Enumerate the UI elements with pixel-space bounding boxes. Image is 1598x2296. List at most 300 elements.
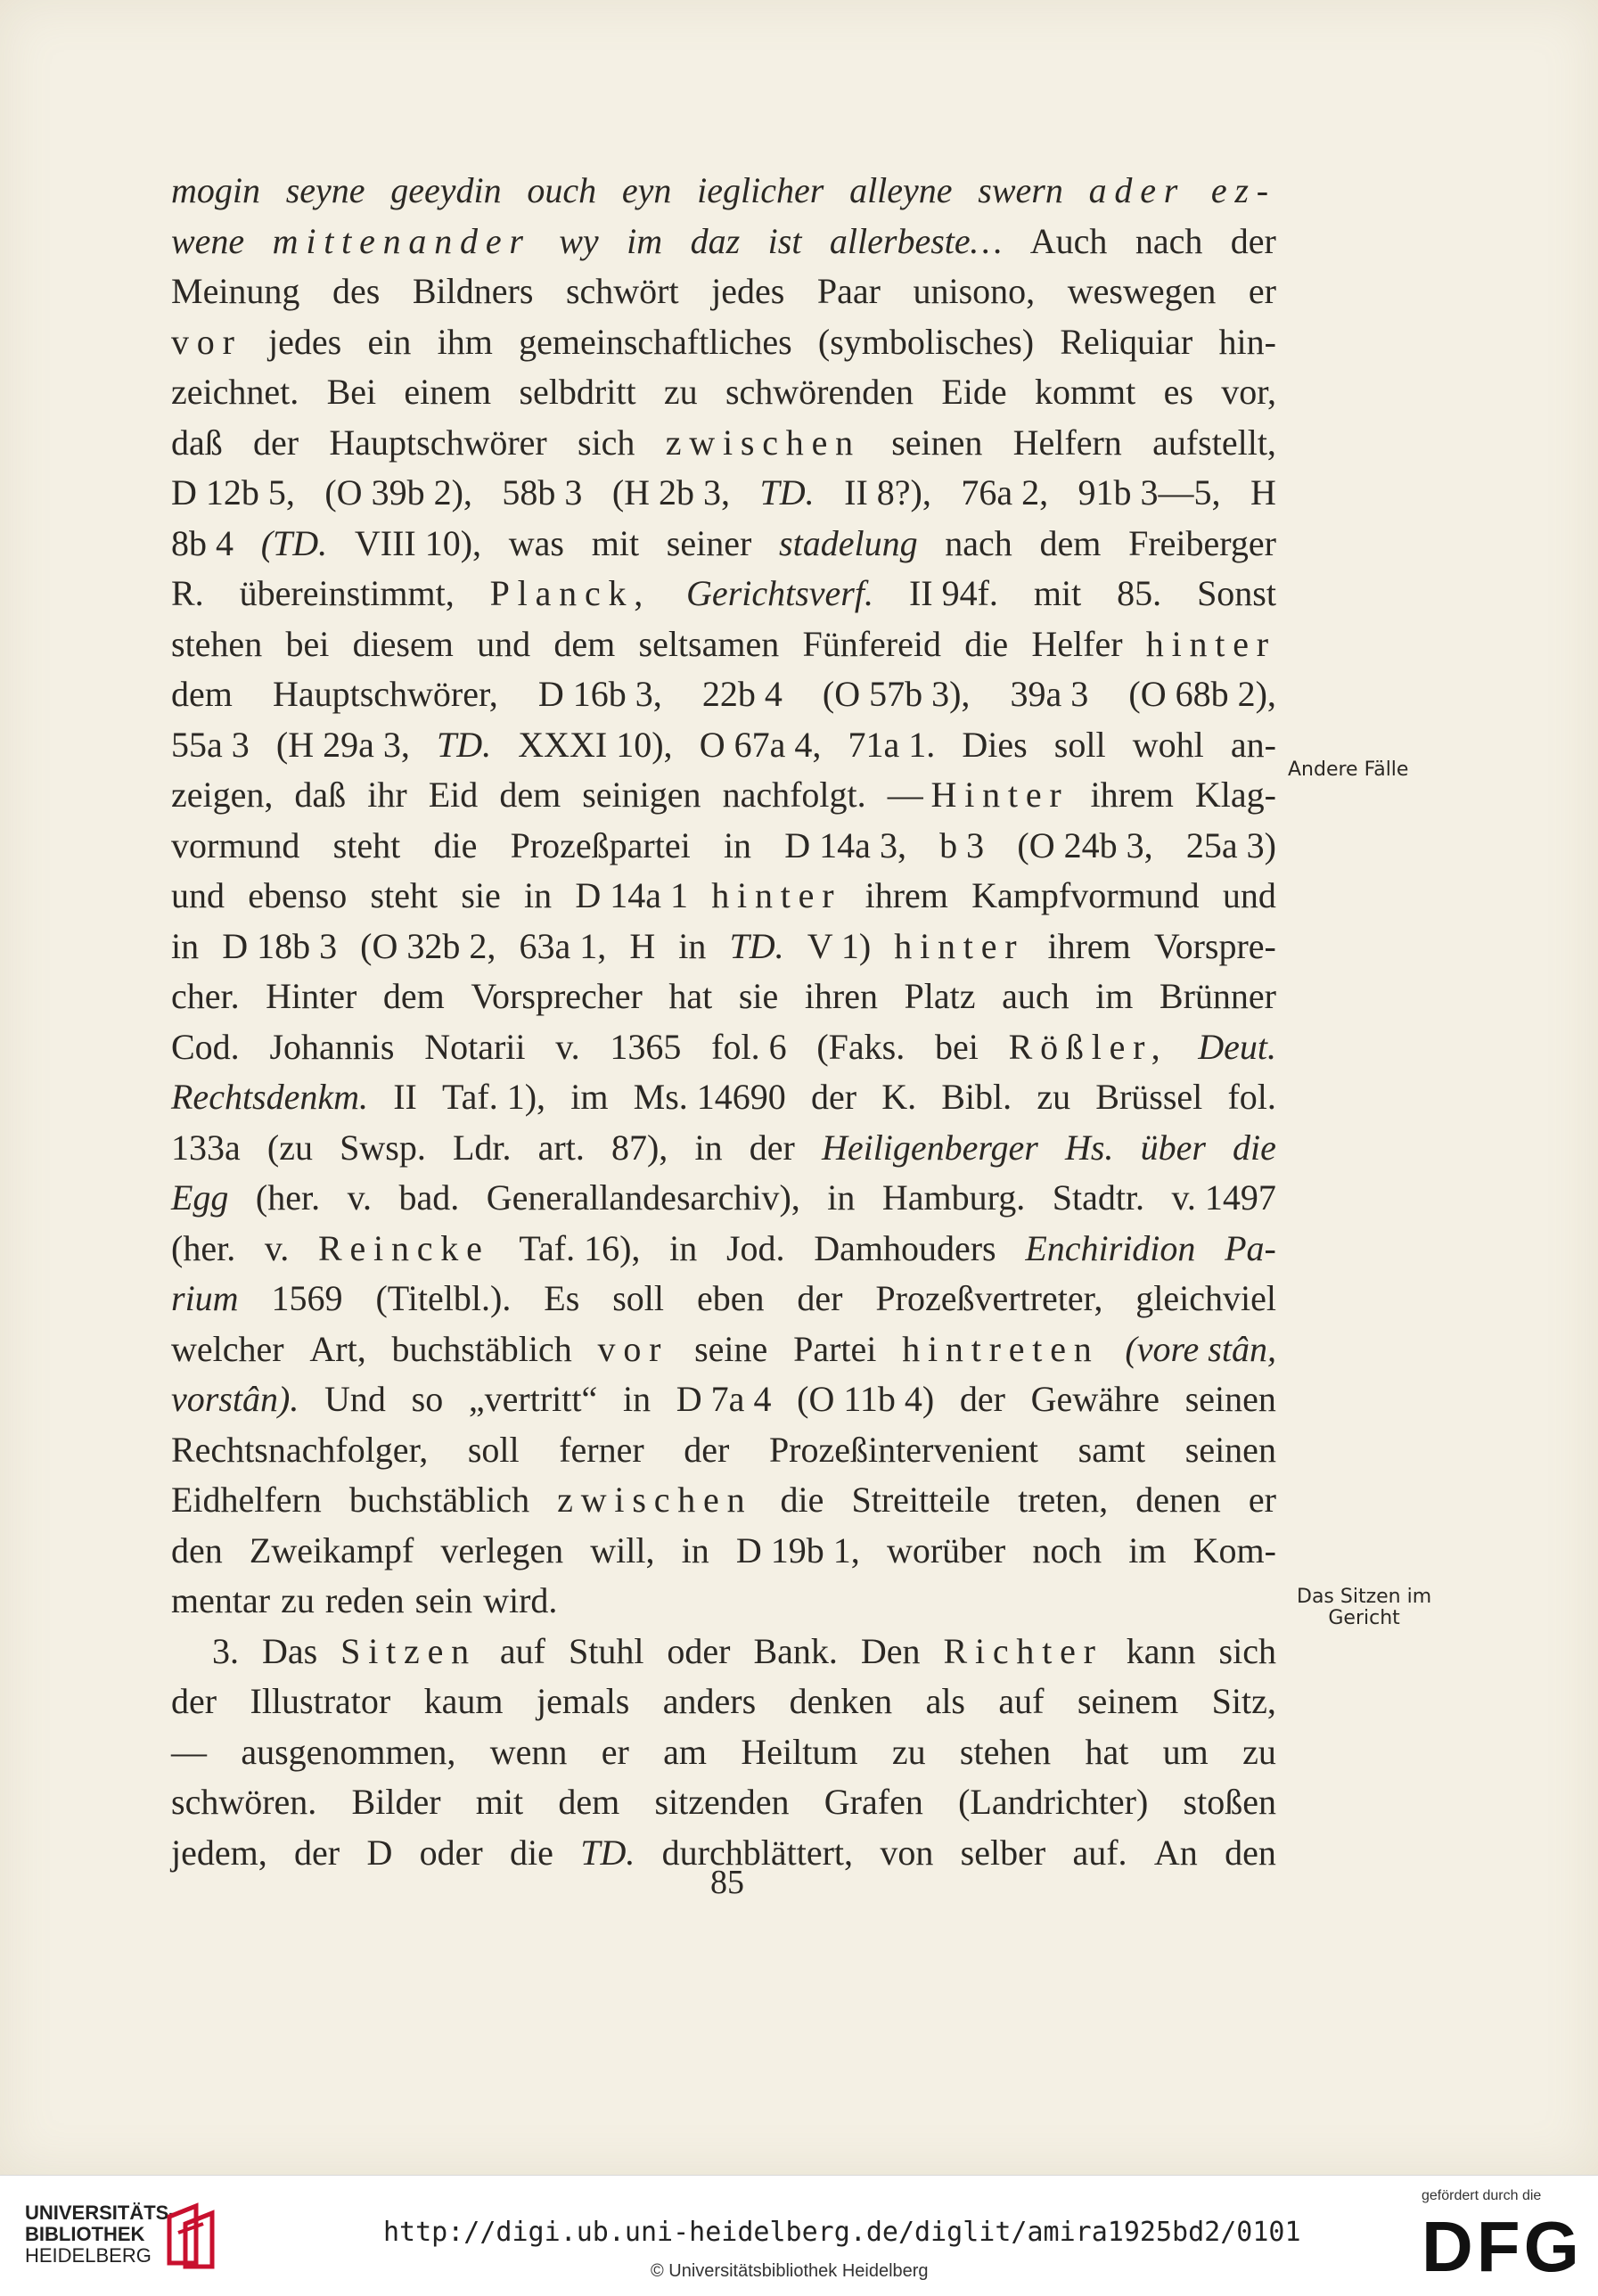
word: verlegen [440,1529,564,1570]
word: D 16b 3, [537,674,662,714]
word: 8b 4 [171,522,234,563]
word: Meinung [171,271,300,311]
text-line [171,1475,1276,1526]
word: 91b 3—5, [1078,472,1221,512]
word: 25a 3) [1185,824,1276,865]
word: TD. [436,724,492,765]
word: (vore stân, [1125,1328,1276,1369]
library-logo-icon[interactable] [160,2199,223,2270]
word: hinter [1145,623,1276,664]
word: D 19b 1, [735,1529,860,1570]
word: Prozeßvertreter, [875,1278,1103,1318]
word: (H 2b 3, [611,472,731,512]
word: bad. [398,1177,460,1218]
word: D [366,1832,393,1873]
text-line [171,669,1276,720]
text-line [171,166,1276,217]
word: als [925,1681,965,1721]
word: mit [475,1782,524,1822]
word: stadelung [779,522,918,563]
marginal-note-sitzen [1297,1587,1431,1629]
word: der [959,1379,1005,1419]
word: XXXI 10), [518,724,673,765]
word: ebenso [248,875,348,915]
word: wird. [483,1580,558,1620]
word: 76a 2, [961,472,1049,512]
word: mogin [171,170,260,210]
word: Klag- [1194,775,1276,815]
word: soll [467,1429,520,1470]
word: sich [1218,1630,1276,1671]
word: (O 11b 4) [797,1379,935,1419]
word: auch [1002,976,1069,1016]
word: kommt [1034,372,1136,412]
word: der [1230,220,1276,261]
word: TD. [759,472,815,512]
word: nachfolgt. [722,775,866,815]
word: Prozeßintervenient [768,1429,1039,1470]
word: Auch [1029,220,1108,261]
word: sein [414,1580,473,1620]
text-line [171,972,1276,1022]
word: Cod. [171,1026,240,1067]
word: hat [668,976,713,1016]
word: 63a 1, [519,925,607,966]
text-line [171,367,1276,418]
word: in [524,875,553,915]
word: steht [332,824,401,865]
word: (her. [255,1177,321,1218]
word: buchstäblich [391,1328,572,1369]
word: Bank. [753,1630,838,1671]
word: wenn [489,1731,568,1772]
word: seinem [1077,1681,1179,1721]
word: gleichviel [1135,1278,1276,1318]
word: seinigen [582,775,701,815]
word: swern [978,170,1063,210]
viewer-footer [0,2175,1598,2296]
word: seinen [1184,1379,1276,1419]
text-line [171,1173,1276,1224]
word: seltsamen [638,623,780,664]
word: Heiligenberger [821,1127,1038,1168]
text-line [171,1123,1276,1174]
word: mit [1033,573,1082,613]
word: Das [261,1630,318,1671]
word: in [681,1529,709,1570]
word: dem [382,976,445,1016]
word: v. 1497 [1171,1177,1276,1218]
word: O 67a 4, [699,724,822,765]
word: Kampfvormund [971,875,1200,915]
word: ferner [559,1429,644,1470]
word: im [570,1077,609,1117]
word: daz [690,220,741,261]
word: allerbeste… [829,220,1003,261]
word: hat [1085,1731,1129,1772]
word: was [508,522,564,563]
word: kaum [423,1681,504,1721]
word: im [1095,976,1134,1016]
word: der [684,1429,730,1470]
word: denken [789,1681,893,1721]
word: und [1222,875,1276,915]
text-line [171,1627,1276,1677]
word: ausgenommen, [241,1731,456,1772]
word: Brüssel [1095,1077,1203,1117]
word: die [1233,1127,1276,1168]
word: Partei [793,1328,877,1369]
word: seinen [1184,1429,1276,1470]
word: seyne [285,170,365,210]
word: seinen [891,422,983,463]
word: Streitteile [851,1480,990,1520]
word: an- [1230,724,1276,765]
word: Helfern [1012,422,1122,463]
word: vormund [171,824,300,865]
word: Illustrator [250,1681,391,1721]
permalink[interactable]: http://digi.ub.uni-heidelberg.de/diglit/amira1925bd2/0101 [383,2217,1301,2248]
text-line [171,871,1276,922]
word: Heiltum [741,1731,858,1772]
word: Und [324,1379,386,1419]
marginal-note-text: Gericht [1328,1607,1400,1629]
word: ihrem [1047,925,1131,966]
word: zu [1037,1077,1071,1117]
word: weswegen [1067,271,1217,311]
word: (H 29a 3, [275,724,410,765]
word: rium [171,1278,239,1318]
word: ihren [804,976,878,1016]
text-line [171,519,1276,570]
word: die [433,824,478,865]
word: der [294,1832,340,1873]
word: vorstân). [171,1379,299,1419]
word: Es [544,1278,580,1318]
word: Vorsprecher [471,976,643,1016]
word: mentar [171,1580,271,1620]
word: zwischen [665,422,861,463]
word: (zu [266,1127,313,1168]
word: aufstellt, [1152,422,1276,463]
page-number: 85 [710,1864,744,1901]
word: Hauptschwörer [329,422,547,463]
word: im [627,220,663,261]
word: — [171,1731,207,1772]
word: vor, [1221,372,1276,412]
word: „vertritt“ [468,1379,598,1419]
text-line [171,821,1276,872]
text-line [171,317,1276,368]
word: Johannis [269,1026,395,1067]
word: die [780,1480,824,1520]
word: stehen [959,1731,1052,1772]
word: ihrem [1090,775,1174,815]
word: zeichnet. [171,372,299,412]
word: mittenander [272,220,531,261]
word: und [171,875,225,915]
word: vor [171,321,242,362]
word: der [810,1077,857,1117]
word: und [477,623,531,664]
word: durchblättert, [661,1832,854,1873]
body-text [171,166,1276,1878]
word: auf [499,1630,545,1671]
word: zu [1242,1731,1276,1772]
word: in [723,824,752,865]
text-line [171,720,1276,771]
word: TD. [580,1832,635,1873]
word: 3. [212,1630,239,1671]
word: 22b 4 [701,674,783,714]
word: reden [324,1580,405,1620]
text-line [171,922,1276,972]
word: (Faks. [816,1026,906,1067]
word: —Hinter [887,775,1069,815]
word: jedes [711,271,785,311]
word: Hinter [266,976,357,1016]
word: oder [667,1630,731,1671]
word: b 3 [939,824,985,865]
text-line [171,1324,1276,1375]
word: gemeinschaftliches [519,321,792,362]
word: K. [881,1077,917,1117]
word: Taf. 1), [442,1077,546,1117]
word: Fünfereid [802,623,941,664]
text-line [171,1677,1276,1727]
word: Hauptschwörer, [272,674,498,714]
word: der [749,1127,795,1168]
word: geeydin [390,170,502,210]
word: (O 24b 3, [1017,824,1153,865]
word: Kom- [1192,1529,1276,1570]
word: Helfer [1031,623,1123,664]
text-line [171,1576,1276,1627]
word: vor [597,1328,669,1369]
word: eyn [621,170,672,210]
word: Zweikampf [249,1529,414,1570]
word: auf. [1072,1832,1127,1873]
word: V 1) [807,925,872,966]
library-name-line: BIBLIOTHEK [25,2223,145,2245]
text-line [171,1727,1276,1778]
word: Eidhelfern [171,1480,322,1520]
text-line [171,418,1276,469]
word: Bei [326,372,377,412]
word: Taf. 16), [519,1227,641,1268]
word: jedes [268,321,342,362]
word: Sitzen [340,1630,477,1671]
word: über [1140,1127,1206,1168]
word: fol. 6 [711,1026,787,1067]
word: soll [1053,724,1106,765]
word: sitzenden [654,1782,790,1822]
word: dem [171,674,233,714]
word: treten, [1018,1480,1109,1520]
word: 58b 3 [502,472,583,512]
word: der [797,1278,843,1318]
text-line [171,468,1276,519]
word: Art, [309,1328,366,1369]
word: der [171,1681,217,1721]
word: in [171,925,200,966]
word: jedem, [171,1832,267,1873]
word: hinter [711,875,842,915]
word: sie [738,976,779,1016]
word: daß [171,422,223,463]
word: H [1250,472,1276,512]
text-line [171,770,1276,821]
word: sie [461,875,501,915]
word: Grafen [824,1782,923,1822]
word: (O 32b 2, [360,925,496,966]
word: zwischen [557,1480,753,1520]
word: Generallandesarchiv), [486,1177,800,1218]
word: anders [662,1681,757,1721]
word: Paar [816,271,881,311]
word: ist [767,220,802,261]
word: Freiberger [1128,522,1276,563]
text-line [171,569,1276,619]
word: der [253,422,299,463]
funder-label: gefördert durch die [1422,2188,1542,2203]
word: Rößler, [1008,1026,1168,1067]
word: D 7a 4 [676,1379,772,1419]
copyright-notice: © Universitätsbibliothek Heidelberg [651,2261,929,2281]
word: D 14a 1 [575,875,688,915]
word: Damhouders [814,1227,996,1268]
word: zu [663,372,698,412]
word: Eid [428,775,479,815]
word: den [171,1529,223,1570]
dfg-logo[interactable]: DFG [1422,2207,1583,2286]
word: übereinstimmt, [239,573,455,613]
word: jemals [536,1681,630,1721]
word: seine [694,1328,768,1369]
word: eben [696,1278,765,1318]
word: ouch [527,170,597,210]
word: H [629,925,656,966]
word: ader [1088,170,1186,210]
word: D 14a 3, [784,824,906,865]
word: wy [559,220,599,261]
word: Stuhl [568,1630,644,1671]
word: (O 39b 2), [324,472,472,512]
word: so [411,1379,444,1419]
word: um [1162,1731,1209,1772]
word: (TD. [260,522,328,563]
word: steht [370,875,438,915]
word: cher. [171,976,240,1016]
word: seiner [666,522,752,563]
word: dem [499,775,561,815]
library-name-line: UNIVERSITÄTS- [25,2202,176,2224]
word: er [1248,271,1276,311]
word: kann [1126,1630,1196,1671]
word: zu [281,1580,315,1620]
word: diesem [352,623,454,664]
word: buchstäblich [348,1480,530,1520]
text-line [171,1425,1276,1476]
word: stoßen [1183,1782,1276,1822]
word: v. [347,1177,372,1218]
word: Jod. [725,1227,785,1268]
word: 85. [1117,573,1162,613]
text-line [171,1022,1276,1073]
word: selber [960,1832,1046,1873]
word: 71a 1. [848,724,936,765]
word: die [964,623,1009,664]
word: dem [1039,522,1102,563]
text-line [171,1374,1276,1425]
word: ieglicher [697,170,824,210]
word: zeigen, [171,775,274,815]
word: ihm [437,321,493,362]
text-line [171,217,1276,267]
word: Dies [962,724,1028,765]
word: am [663,1731,708,1772]
word: bei [285,623,330,664]
word: Richter [943,1630,1103,1671]
word: Gerichtsverf. [686,573,873,613]
word: worüber [886,1529,1006,1570]
word: TD. [729,925,784,966]
word: (Landrichter) [958,1782,1149,1822]
word: Rechtsdenkm. [171,1077,369,1117]
word: noch [1032,1529,1102,1570]
word: Ms. 14690 [633,1077,786,1117]
word: Hamburg. [881,1177,1026,1218]
word: 1569 [271,1278,343,1318]
marginal-note-text: Andere Fälle [1288,758,1409,781]
word: auf [998,1681,1045,1721]
word: 87), [611,1127,668,1168]
word: schwörenden [725,372,914,412]
word: nach [1135,220,1203,261]
word: welcher [171,1328,284,1369]
word: Reincke [318,1227,490,1268]
word: hinter [894,925,1025,966]
word: er [1248,1480,1276,1520]
word: Prozeßpartei [510,824,691,865]
word: daß [294,775,347,815]
word: er [601,1731,629,1772]
word: Bibl. [941,1077,1012,1117]
word: (Titelbl.). [375,1278,512,1318]
word: nach [945,522,1012,563]
word: Stadtr. [1052,1177,1145,1218]
word: 39a 3 [1010,674,1089,714]
text-line [171,1274,1276,1324]
word: schwört [565,271,679,311]
word: oder [419,1832,483,1873]
word: mit [591,522,640,563]
word: soll [612,1278,664,1318]
word: bei [934,1026,979,1067]
library-logo-text[interactable] [25,2202,176,2267]
word: Bildners [412,271,534,311]
word: es [1163,372,1193,412]
word: 1365 [610,1026,682,1067]
word: in [678,925,707,966]
word: ez- [1210,170,1276,210]
word: einem [404,372,492,412]
word: von [880,1832,934,1873]
text-line [171,1072,1276,1123]
word: 55a 3 [171,724,250,765]
word: wohl [1132,724,1204,765]
word: wene [171,220,245,261]
